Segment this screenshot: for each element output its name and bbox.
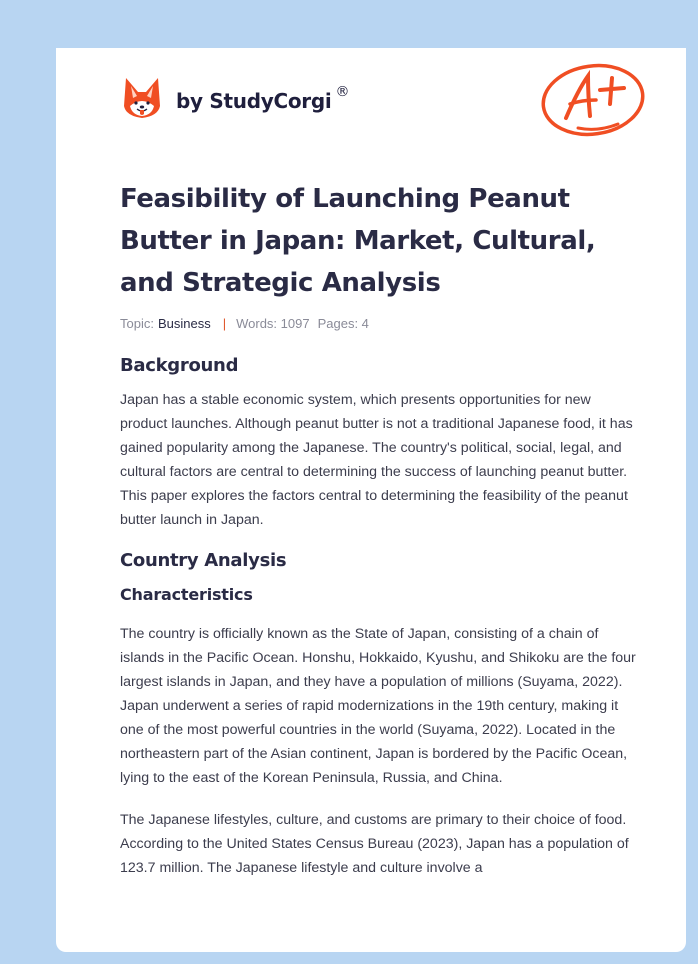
logo-text: by StudyCorgi: [176, 89, 332, 113]
word-count: Words: 1097: [236, 316, 310, 331]
document-title: Feasibility of Launching Peanut Butter in Japan: Market, Cultural, and Strategic Analysis: [120, 184, 596, 298]
document-card: [56, 48, 686, 952]
document-content: [120, 178, 640, 880]
paragraph: The Japanese lifestyles, culture, and customs are primary to their choice of food. According to the United States Census Bureau (2023), Japan has a population of 123.7 million. The Japanese lifestyle and culture involve a: [120, 812, 629, 876]
topic-label: Topic:: [120, 316, 154, 331]
section-heading-background: Background: [120, 355, 239, 376]
topic-link[interactable]: Business: [157, 316, 211, 331]
page-count: Pages: 4: [317, 316, 369, 331]
paragraph: Japan has a stable economic system, which presents opportunities for new product launches. Although peanut butter is not a traditional Japanese food, it has gained popularity among the Japanese. The country's political, social, legal, and cultural factors are central to determining the success of launching peanut butter. This paper explores the factors central to determining the feasibility of the peanut butter launch in Japan.: [120, 392, 633, 528]
paragraph: The country is officially known as the State of Japan, consisting of a chain of islands in the Pacific Ocean. Honshu, Hokkaido, Kyushu, and Shikoku are the four largest islands in Japan, and they have a population of millions (Suyama, 2022). Japan underwent a series of rapid modernizations in the 19th century, making it one of the most powerful countries in the world (Suyama, 2022). Located in the northeastern part of the Asian continent, Japan is bordered by the Pacific Ocean, lying to the east of the Korean Peninsula, Russia, and China.: [120, 626, 636, 786]
document-meta: [120, 316, 640, 331]
subheading-characteristics: Characteristics: [120, 585, 253, 604]
header: [56, 48, 686, 158]
registered-mark: ®: [335, 84, 350, 100]
studycorgi-logo[interactable]: [122, 76, 349, 120]
meta-separator: |: [222, 316, 227, 331]
corgi-icon: [122, 76, 162, 120]
a-plus-grade-icon: [538, 60, 648, 140]
section-heading-country-analysis: Country Analysis: [120, 550, 287, 571]
